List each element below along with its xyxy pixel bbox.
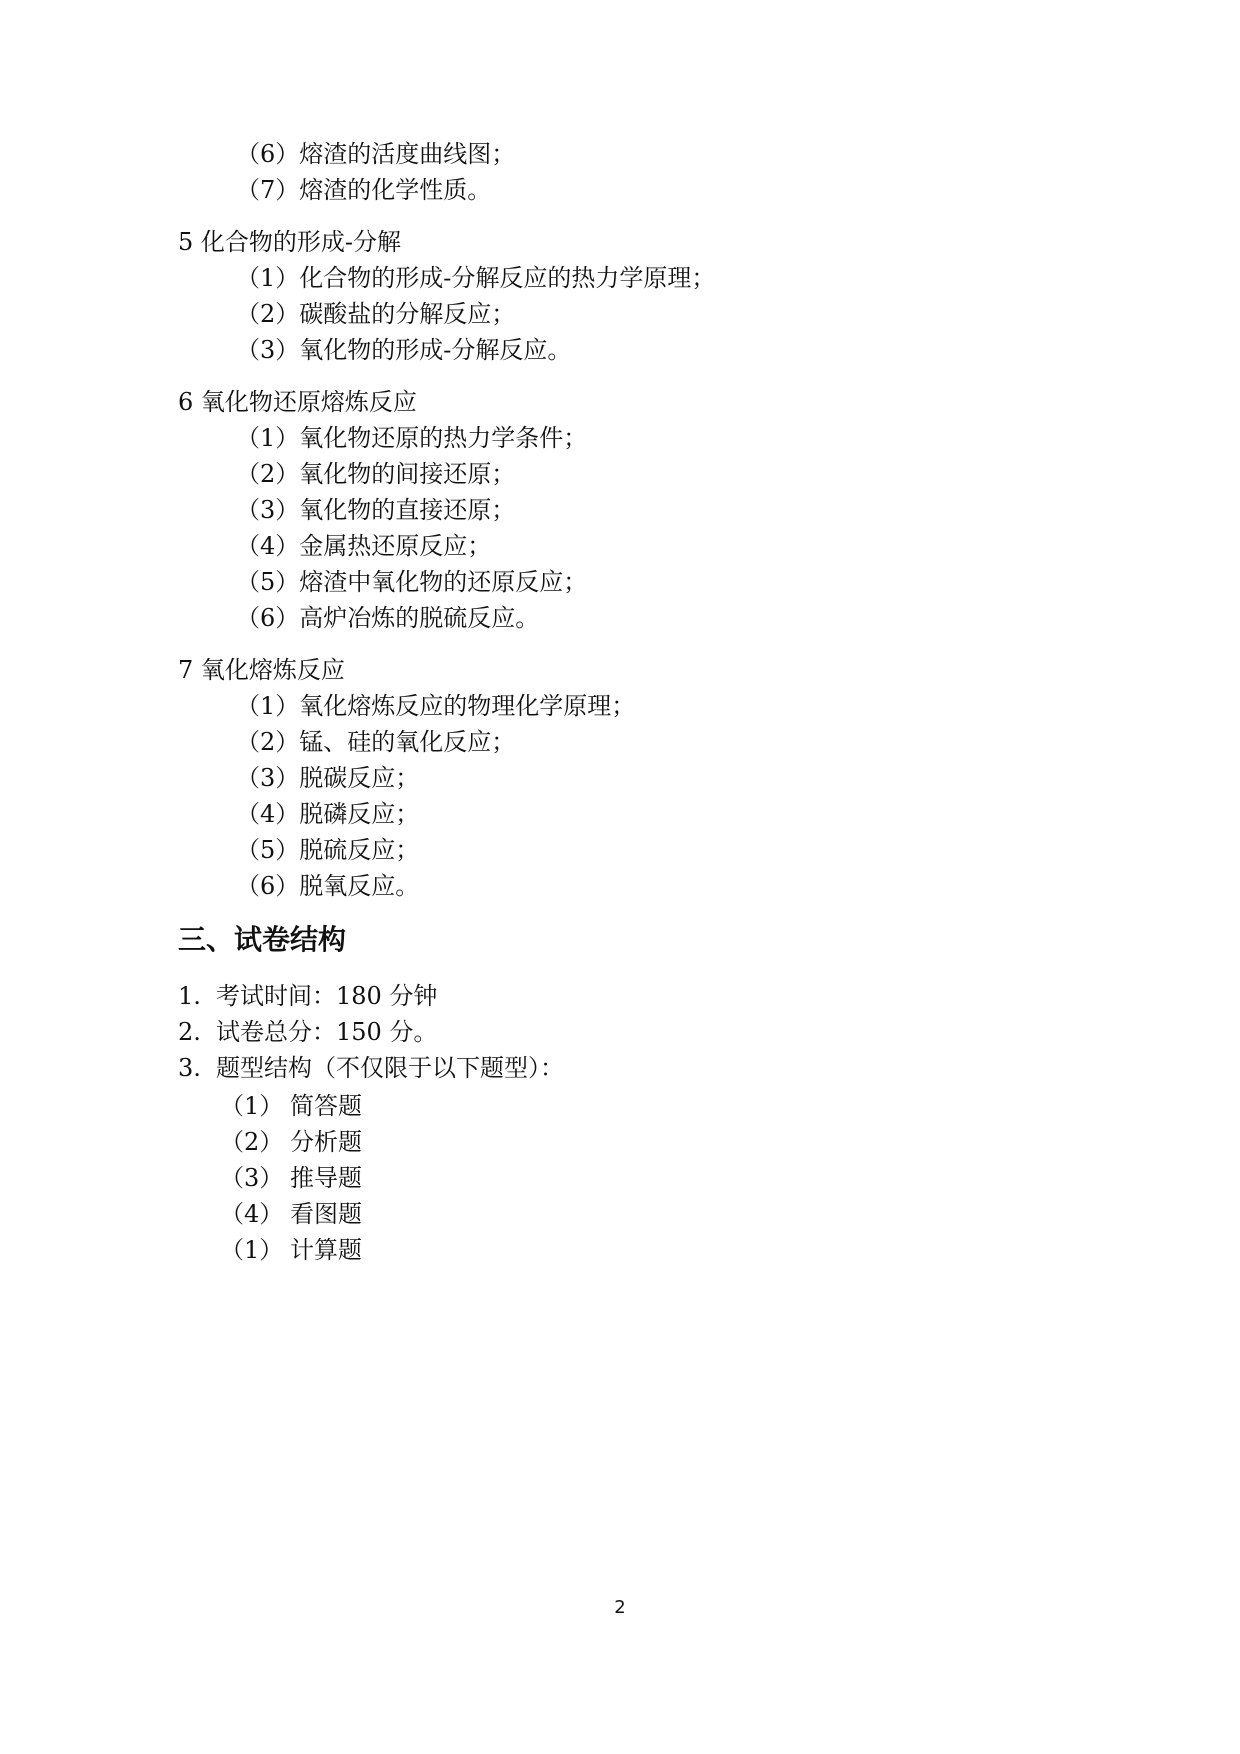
part-heading: 三、试卷结构	[178, 923, 347, 956]
section-title-5: 5 化合物的形成-分解	[178, 228, 402, 256]
section-title-7: 7 氧化熔炼反应	[178, 656, 345, 684]
list-item: （3）氧化物的形成-分解反应。	[236, 336, 572, 364]
section-title-6: 6 氧化物还原熔炼反应	[178, 388, 417, 416]
type-number: （2）	[220, 1128, 284, 1156]
list-item: （3）脱碳反应；	[236, 764, 420, 792]
question-type-item	[220, 1090, 362, 1122]
list-item: （3）氧化物的直接还原；	[236, 496, 516, 524]
type-text: 推导题	[290, 1164, 362, 1192]
point-number: 2.	[178, 1018, 201, 1046]
type-number: （4）	[220, 1200, 284, 1228]
type-text: 分析题	[290, 1128, 362, 1156]
list-item: （1）氧化物还原的热力学条件；	[236, 424, 588, 452]
list-item: （7）熔渣的化学性质。	[236, 176, 492, 204]
point-text: 考试时间：180 分钟	[216, 982, 438, 1010]
structure-point	[178, 1016, 437, 1048]
point-text: 题型结构（不仅限于以下题型）：	[216, 1054, 564, 1082]
list-item: （4）金属热还原反应；	[236, 532, 492, 560]
list-item: （5）熔渣中氧化物的还原反应；	[236, 568, 588, 596]
page-number: 2	[614, 1597, 626, 1618]
list-item: （2）氧化物的间接还原；	[236, 460, 516, 488]
type-text: 计算题	[290, 1236, 362, 1264]
point-number: 1.	[178, 982, 201, 1010]
question-type-item	[220, 1162, 362, 1194]
structure-point	[178, 1052, 564, 1084]
list-item: （2）锰、硅的氧化反应；	[236, 728, 516, 756]
list-item: （6）熔渣的活度曲线图；	[236, 140, 516, 168]
list-item: （2）碳酸盐的分解反应；	[236, 300, 516, 328]
list-item: （6）脱氧反应。	[236, 872, 420, 900]
question-type-item	[220, 1234, 362, 1266]
list-item: （6）高炉冶炼的脱硫反应。	[236, 604, 540, 632]
structure-point	[178, 980, 437, 1012]
type-text: 简答题	[290, 1092, 362, 1120]
type-text: 看图题	[290, 1200, 362, 1228]
list-item: （1）化合物的形成-分解反应的热力学原理；	[236, 264, 716, 292]
question-type-item	[220, 1198, 362, 1230]
list-item: （1）氧化熔炼反应的物理化学原理；	[236, 692, 636, 720]
point-number: 3.	[178, 1054, 201, 1082]
point-text: 试卷总分：150 分。	[216, 1018, 438, 1046]
list-item: （5）脱硫反应；	[236, 836, 420, 864]
type-number: （1）	[220, 1092, 284, 1120]
question-type-item	[220, 1126, 362, 1158]
type-number: （3）	[220, 1164, 284, 1192]
list-item: （4）脱磷反应；	[236, 800, 420, 828]
type-number: （1）	[220, 1236, 284, 1264]
